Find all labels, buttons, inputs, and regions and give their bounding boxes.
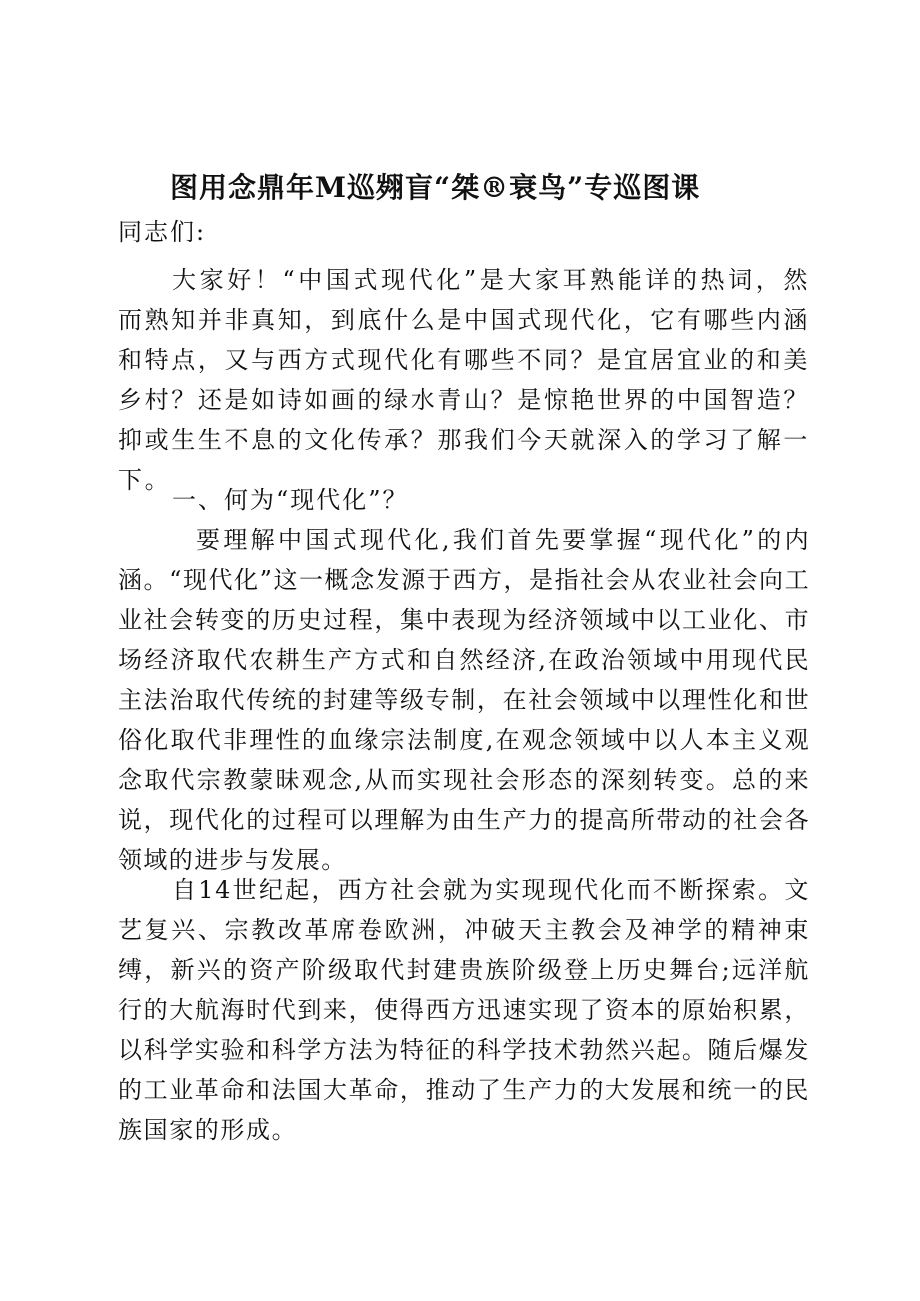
intro-paragraph: 大家好！“中国式现代化”是大家耳熟能详的热词，然而熟知并非真知，到底什么是中国式现代化，它有哪些内涵和特点，又与西方式现代化有哪些不同？是宜居宜业的和美乡村？还是如诗如画的绿水青山？是惊艳世界的中国智造？抑或生生不息的文化传承？那我们今天就深入的学习了解一下。 [118,266,810,494]
section-heading: 一、何为“现代化”？ [172,486,409,514]
salutation: 同志们: [118,218,207,246]
body-paragraph: 要理解中国式现代化,我们首先要掌握“现代化”的内涵。“现代化”这一概念发源于西方，是指社会从农业社会向工业社会转变的历史过程，集中表现为经济领域中以工业化、市场经济取代农耕生产方式和自然经济,在政治领域中用现代民主法治取代传统的封建等级专制，在社会领域中以理性化和世俗化取代非理性的血缘宗法制度,在观念领域中以人本主义观念取代宗教蒙昧观念,从而实现社会形态的深刻转变。总的来说，现代化的过程可以理解为由生产力的提高所带动的社会各领域的进步与发展。 [118,526,810,874]
document-title: 图用念鼎年M巡翙盲“桀®衰鸟”专巡图课 [170,171,701,204]
body-paragraph: 自14世纪起，西方社会就为实现现代化而不断探索。文艺复兴、宗教改革席卷欧洲，冲破天主教会及神学的精神束缚，新兴的资产阶级取代封建贵族阶级登上历史舞台;远洋航行的大航海时代到来，使得西方迅速实现了资本的原始积累，以科学实验和科学方法为特征的科学技术勃然兴起。随后爆发的工业革命和法国大革命，推动了生产力的大发展和统一的民族国家的形成。 [118,876,810,1144]
